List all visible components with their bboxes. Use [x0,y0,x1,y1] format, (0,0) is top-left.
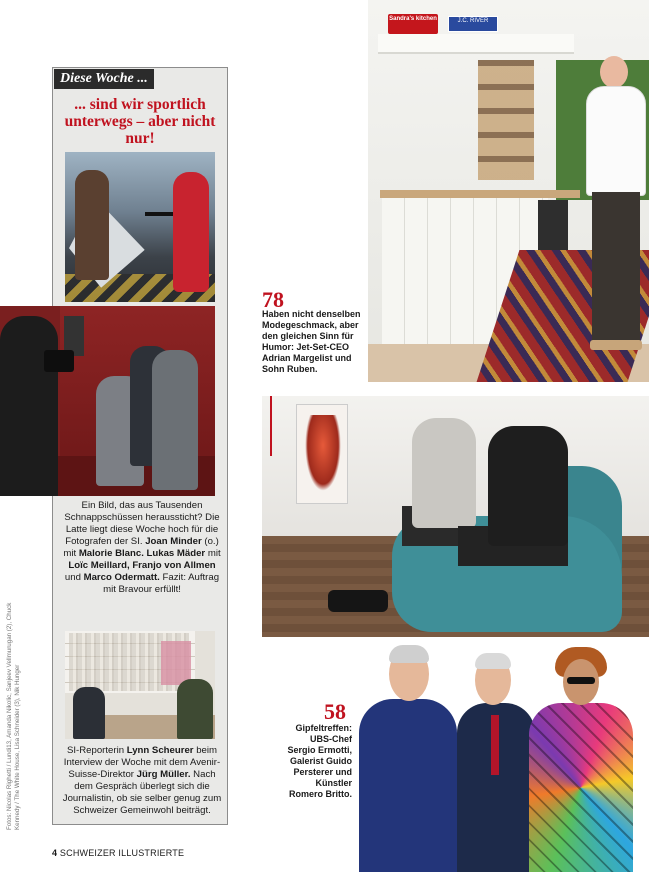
kitchen-image [368,0,649,382]
page-folio: 4 SCHWEIZER ILLUSTRIERTE [52,848,185,858]
reporter [177,679,213,739]
range-hood [378,34,574,54]
man-blue-suit [359,699,457,872]
sunglasses-icon [567,677,595,684]
countertop [380,190,580,198]
caption-interview: SI-Reporterin Lynn Scheurer beim Interview der Woche mit dem Avenir-Suisse-Direktor Jürg Müller. Nach dem Gespräch überlegt sich die Journalistin, ob sie selber genug zum Schweizer Gemeinwohl beiträgt. [62,745,222,816]
street-sign: J.C. RIVER [448,16,498,32]
caption-margelist: Haben nicht denselben Modegeschmack, aber den gleichen Sinn für Humor: Jet-Set-CEO Adrian Margelist und Sohn Ruben. [262,309,361,374]
son [412,418,476,528]
three-men-image [357,645,649,872]
shelves [478,60,534,180]
page-ref-number: 78 [262,287,284,312]
caption-summit: Gipfeltreffen: UBS-Chef Sergio Ermotti, Galerist Guido Persterer und Künstler Romero Britto. [287,723,352,799]
interview-image [65,631,215,739]
living-room-image [262,396,649,637]
section-tag: Diese Woche ... [54,69,154,89]
interviewee [73,687,105,739]
caption-photoshoot: Ein Bild, das aus Tausenden Schnappschüssen heraussticht? Die Latte liegt diese Woche hoch für die Fotografen der SI. Joan Minder (o.) mit Malorie Blanc. Lukas Mäder mit Loïc Meillard, Franjo von Allmen und Marco Odermatt. Fazit: Auftrag mit Bravour erfüllt! [63,500,221,595]
elderly-man [586,56,646,356]
studio-shoot-image [0,306,215,496]
photographer [0,316,58,496]
wall-artwork [296,404,348,504]
photo-shoot-image [65,152,215,302]
athlete-standing-right [152,350,198,490]
page-ref-number: 58 [324,699,346,724]
photographer [75,170,109,280]
camera-icon [44,350,74,372]
father [488,426,568,546]
panel-headline: ... sind wir sportlich unterwegs – aber nicht nur! [64,96,216,147]
sandals [328,590,388,612]
photo-credits: Fotos: Nicolas Righetti / Lundi13, Amanda Nikolic, Sanjeev Vellmurugan (2), Chuck Kennedy / The White House, Lisa Schneider (3), Nik Hunger [6,602,21,830]
athlete-red-dress [173,172,209,292]
kitchen-sign: Sandra's kitchen [388,14,438,34]
